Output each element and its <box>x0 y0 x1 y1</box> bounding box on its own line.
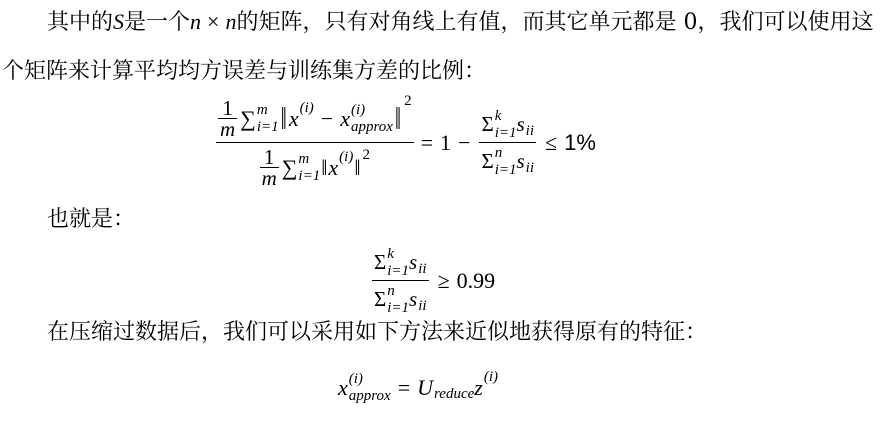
summation-symbol: ∑ <box>240 105 256 131</box>
text-segment: 是一个 <box>124 10 191 35</box>
x-approx-scripts <box>349 372 391 403</box>
equals-sign: = <box>397 374 411 400</box>
sample-index-superscript: (i) <box>348 371 363 387</box>
summation-lower-limit: i=1 <box>494 162 517 178</box>
sample-index-superscript: (i) <box>483 369 499 385</box>
diagonal-subscript: ii <box>525 123 535 139</box>
threshold-value: 0.99 <box>456 268 496 293</box>
approx-subscript: approx <box>348 388 391 404</box>
summation-limits <box>387 284 409 315</box>
retained-variance-formula <box>370 247 495 315</box>
square-exponent: 2 <box>362 147 371 163</box>
variable-x-approx: x <box>338 374 348 400</box>
one-over-m-fraction <box>260 147 279 188</box>
ratio-numerator <box>372 247 429 280</box>
equals-sign: = <box>420 130 434 155</box>
fraction-numerator: 1 <box>222 96 233 120</box>
fraction-denominator: m <box>261 166 277 190</box>
variable-s: s <box>409 250 418 274</box>
summation-symbol: Σ <box>481 112 494 136</box>
square-exponent: 2 <box>404 93 412 109</box>
summation-upper-limit: n <box>387 283 395 299</box>
error-over-variance-fraction <box>216 93 414 190</box>
variable-s: s <box>516 112 525 136</box>
minus-sign: − <box>320 105 334 131</box>
summation-lower-limit: i=1 <box>387 263 410 279</box>
sample-index-superscript: (i) <box>350 102 366 118</box>
variable-x: x <box>288 105 299 131</box>
summation-symbol: Σ <box>481 149 494 173</box>
text-segment: 的矩阵，只有对角线上有值，而其它单元都是 0，我们可以使用这 <box>236 10 874 35</box>
summation-limits <box>495 109 517 140</box>
summation-symbol: ∑ <box>281 154 298 180</box>
variable-z: z <box>474 374 483 400</box>
projection-error-term <box>216 93 414 142</box>
ratio-numerator <box>479 109 536 142</box>
sample-index-superscript: (i) <box>339 149 354 165</box>
singular-value-ratio <box>479 109 536 177</box>
matrix-symbol-s: S <box>113 9 125 34</box>
summation-lower-limit: i=1 <box>387 300 410 316</box>
paragraph-line-2: 个矩阵来计算平均均方误差与训练集方差的比例： <box>2 59 487 84</box>
ratio-denominator <box>479 143 536 177</box>
total-variance-term <box>216 143 414 188</box>
summation-limits <box>298 152 320 183</box>
norm-right-bar: ‖ <box>354 154 361 180</box>
summation-upper-limit: n <box>494 145 503 161</box>
variable-s: s <box>516 149 525 173</box>
summation-symbol: Σ <box>374 287 387 311</box>
ratio-denominator <box>372 281 429 315</box>
matrix-u: U <box>417 374 434 400</box>
variance-ratio-formula <box>216 93 596 190</box>
diagonal-subscript: ii <box>418 261 427 277</box>
paragraph-line-1 <box>47 7 873 38</box>
minus-sign: − <box>458 130 471 155</box>
paragraph-line-3: 也就是： <box>47 207 136 232</box>
summation-limits <box>387 247 409 278</box>
summation-lower-limit: i=1 <box>494 125 517 141</box>
singular-value-ratio <box>372 247 429 315</box>
dimension-n-right: n <box>225 9 237 34</box>
text-segment: 其中的 <box>47 10 114 35</box>
summation-symbol: Σ <box>374 250 387 274</box>
summation-upper-limit: m <box>298 151 310 167</box>
summation-limits <box>495 146 517 177</box>
constant-one: 1 <box>440 130 452 155</box>
summation-upper-limit: k <box>387 246 394 262</box>
summation-upper-limit: m <box>256 102 268 118</box>
dimension-n-left: n <box>190 9 202 34</box>
diagonal-subscript: ii <box>418 298 427 314</box>
norm-left-bar: ‖ <box>280 99 287 136</box>
one-over-m-fraction <box>218 98 237 139</box>
summation-lower-limit: i=1 <box>298 168 321 184</box>
summation-upper-limit: k <box>494 108 502 124</box>
variable-x-approx: x <box>340 105 350 131</box>
greater-equal-sign: ≥ <box>437 268 450 293</box>
norm-right-bar: ‖ <box>394 99 402 136</box>
diagonal-subscript: ii <box>525 160 535 176</box>
summation-lower-limit: i=1 <box>256 119 279 135</box>
fraction-numerator: 1 <box>263 145 275 169</box>
reduce-subscript: reduce <box>434 386 475 402</box>
approx-subscript: approx <box>350 119 393 135</box>
sample-index-superscript: (i) <box>299 100 314 116</box>
x-approx-scripts <box>351 103 393 134</box>
threshold-percent: 1% <box>564 130 596 155</box>
norm-left-bar: ‖ <box>321 154 328 180</box>
paragraph-line-4: 在压缩过数据后，我们可以采用如下方法来近似地获得原有的特征： <box>47 320 708 345</box>
fraction-denominator: m <box>220 117 236 141</box>
variable-s: s <box>409 287 418 311</box>
reconstruction-formula <box>338 369 499 404</box>
less-equal-sign: ≤ <box>545 130 558 155</box>
times-symbol: × <box>207 9 220 34</box>
variable-x: x <box>328 154 339 180</box>
summation-limits <box>257 103 279 134</box>
